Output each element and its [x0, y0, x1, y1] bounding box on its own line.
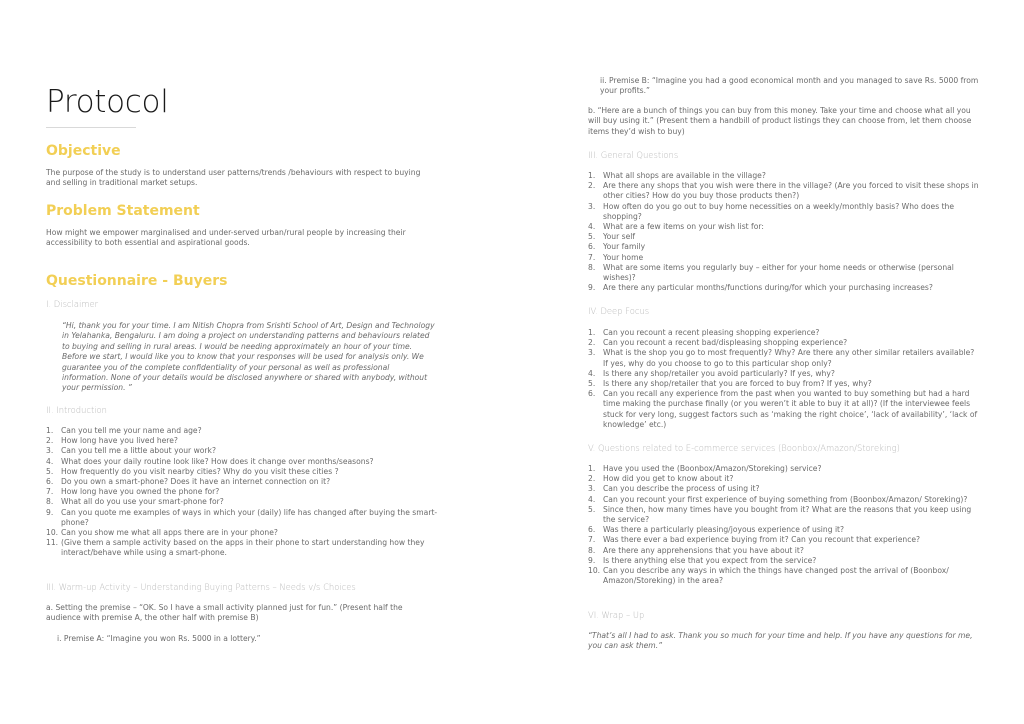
warmup-setting-premise: a. Setting the premise – “OK. So I have a small activity planned just for fun.” (Present half the audience with premise A, the other half with premise B): [46, 603, 403, 623]
introduction-list: [46, 426, 438, 559]
list-item-number: 8.: [46, 497, 54, 507]
list-item: [588, 379, 980, 389]
warmup-premise-a: i. Premise A: “Imagine you won Rs. 5000 in a lottery.”: [57, 634, 261, 643]
warmup-handbill: b. “Here are a bunch of things you can buy from this money. Take your time and choose what all you will buy using it.” (Present them a handbill of product listings they can choose from, let them choose items they’d wish to buy): [588, 106, 972, 136]
list-item: [46, 508, 438, 528]
list-item-text: Was there a particularly pleasing/joyous experience of using it?: [603, 525, 845, 535]
list-item-number: 9.: [46, 507, 54, 517]
list-item-text: Your family: [603, 242, 646, 252]
list-item: [46, 477, 438, 487]
list-item-text: Can you tell me your name and age?: [61, 426, 202, 435]
list-item-text: Can you recall any experience from the past when you wanted to buy something but had a hard time making the purchase finally (or you weren’t it able to buy it at all)? (If the interviewee feels stuck for very long, suggest factors such as ‘making the right choice’, ‘lack of availability’, ‘lack of knowledge’ etc.): [603, 389, 978, 429]
list-item: [588, 338, 980, 348]
list-item-text: How long have you lived here?: [61, 436, 178, 446]
list-item: [46, 528, 438, 538]
list-item-text: Was there ever a bad experience buying from it? Can you recount that experience?: [603, 535, 921, 545]
list-item-number: 4.: [46, 456, 54, 466]
list-item-text: Since then, how many times have you bought from it? What are the reasons that you keep using the service?: [603, 504, 972, 525]
list-item-text: Do you own a smart-phone? Does it have an internet connection on it?: [61, 477, 331, 487]
list-item-text: What are some items you regularly buy – either for your home needs or otherwise (personal wishes)?: [603, 262, 954, 283]
list-item: [588, 535, 980, 545]
list-item-number: 8.: [588, 545, 596, 555]
list-item-number: 3.: [588, 348, 596, 358]
list-item: [588, 566, 980, 586]
problem-heading: Problem Statement: [46, 203, 200, 219]
list-item-number: 2.: [588, 338, 596, 348]
warmup-heading: III. Warm-up Activity – Understanding Buying Patterns – Needs v/s Choices: [46, 582, 356, 592]
list-item-number: 2.: [588, 181, 596, 191]
list-item-text: Can you recount your first experience of buying something from (Boonbox/Amazon/ Storeking)?: [603, 494, 968, 504]
list-item-number: 7.: [46, 487, 54, 497]
list-item: [46, 457, 438, 467]
questionnaire-heading: Questionnaire - Buyers: [46, 273, 228, 289]
list-item-text: How often do you go out to buy home necessities on a weekly/monthly basis? Who does the shopping?: [603, 201, 955, 221]
list-item-text: Can you tell me a little about your work?: [61, 446, 216, 456]
list-item-number: 8.: [588, 262, 596, 272]
title-divider: [46, 127, 136, 128]
disclaimer-text: “Hi, thank you for your time. I am Nitish Chopra from Srishti School of Art, Design and Technology in Yelahanka, Bengaluru. I am doing a project on understanding patterns and behaviours related to buying and selling in rural areas. I would be needing approximately an hour of your time. Before we start, I would like you to know that your responses will be used for analysis only. We guarantee you of the complete confidentiality of your personal as well as professional information. None of your details would be disclosed anywhere or shared with anybody, without your permission. ”: [62, 321, 435, 393]
deep-heading: IV. Deep Focus: [588, 306, 650, 316]
list-item: [46, 497, 438, 507]
list-item-number: 6.: [588, 242, 596, 252]
list-item-number: 4.: [588, 222, 596, 232]
list-item-number: 5.: [588, 504, 596, 514]
list-item: [588, 202, 980, 222]
list-item: [588, 253, 980, 263]
deep-list: [588, 328, 980, 430]
list-item-text: What does your daily routine look like? How does it change over months/seasons?: [61, 456, 374, 466]
list-item-number: 6.: [46, 477, 54, 487]
list-item: [588, 546, 980, 556]
wrapup-heading: VI. Wrap – Up: [588, 610, 645, 620]
list-item-text: Can you recount a recent pleasing shopping experience?: [603, 328, 820, 337]
list-item: [46, 426, 438, 436]
list-item-number: 10.: [588, 566, 601, 576]
list-item-text: Can you show me what all apps there are in your phone?: [61, 528, 278, 538]
list-item: [588, 242, 980, 252]
list-item: [588, 474, 980, 484]
list-item-number: 1.: [588, 328, 596, 337]
list-item-number: 3.: [588, 484, 596, 494]
list-item-number: 1.: [588, 171, 596, 180]
list-item-text: Is there any shop/retailer you avoid particularly? If yes, why?: [603, 368, 835, 378]
disclaimer-heading: I. Disclaimer: [46, 299, 99, 309]
objective-heading: Objective: [46, 143, 121, 159]
list-item: [588, 232, 980, 242]
ecommerce-list: [588, 464, 980, 586]
list-item: [588, 464, 980, 474]
list-item: [46, 538, 438, 558]
list-item: [46, 436, 438, 446]
list-item-number: 5.: [46, 466, 54, 476]
list-item-number: 5.: [588, 232, 596, 242]
list-item-text: What are a few items on your wish list for:: [603, 222, 764, 232]
list-item-number: 2.: [588, 474, 596, 484]
list-item-number: 4.: [588, 368, 596, 378]
ecommerce-heading: V. Questions related to E-commerce services (Boonbox/Amazon/Storeking): [588, 443, 900, 453]
list-item-number: 4.: [588, 494, 596, 504]
warmup-premise-b: ii. Premise B: “Imagine you had a good economical month and you managed to save Rs. 5000 from your profits.”: [600, 76, 979, 96]
list-item-number: 9.: [588, 283, 596, 293]
list-item-text: Are there any shops that you wish were there in the village? (Are you forced to visit these shops in other cities? How do you buy those products then?): [603, 181, 979, 201]
list-item: [588, 263, 980, 283]
list-item-text: Can you describe the process of using it?: [603, 484, 760, 494]
list-item-text: Is there any shop/retailer that you are forced to buy from? If yes, why?: [603, 379, 872, 389]
list-item: [588, 556, 980, 566]
list-item-text: Is there anything else that you expect from the service?: [603, 555, 817, 565]
list-item: [588, 328, 980, 338]
list-item-number: 6.: [588, 389, 596, 399]
list-item-number: 1.: [588, 464, 596, 473]
page-title: Protocol: [46, 84, 169, 120]
list-item-text: Are there any apprehensions that you have about it?: [603, 545, 804, 555]
list-item-text: Are there any particular months/functions during/for which your purchasing increases?: [603, 283, 933, 293]
introduction-heading: II. Introduction: [46, 405, 107, 415]
list-item: [588, 283, 980, 293]
list-item-text: How frequently do you visit nearby cities? Why do you visit these cities ?: [61, 466, 339, 476]
wrapup-text: “That’s all I had to ask. Thank you so much for your time and help. If you have any questions for me, you can ask them.”: [588, 631, 973, 651]
list-item: [588, 181, 980, 201]
list-item: [46, 467, 438, 477]
list-item-number: 3.: [46, 446, 54, 456]
list-item: [588, 171, 980, 181]
list-item-text: How did you get to know about it?: [603, 474, 734, 484]
list-item-text: Your home: [603, 252, 644, 262]
list-item-number: 9.: [588, 555, 596, 565]
list-item-text: What all shops are available in the village?: [603, 171, 766, 180]
general-list: [588, 171, 980, 293]
list-item: [588, 525, 980, 535]
list-item-text: How long have you owned the phone for?: [61, 487, 220, 497]
list-item-text: Can you describe any ways in which the things have changed post the arrival of (Boonbox/ Amazon/Storeking) in the area?: [603, 566, 949, 586]
list-item: [588, 389, 980, 430]
list-item-number: 7.: [588, 535, 596, 545]
list-item-text: Your self: [603, 232, 636, 242]
list-item: [588, 348, 980, 368]
list-item: [46, 446, 438, 456]
list-item: [588, 222, 980, 232]
list-item-number: 1.: [46, 426, 54, 435]
problem-text: How might we empower marginalised and under-served urban/rural people by increasing their accessibility to both essential and aspirational goods.: [46, 228, 406, 248]
list-item: [588, 369, 980, 379]
list-item: [46, 487, 438, 497]
general-heading: III. General Questions: [588, 150, 679, 160]
list-item-text: Can you quote me examples of ways in which your (daily) life has changed after buying the smart-phone?: [61, 507, 438, 527]
objective-text: The purpose of the study is to understand user patterns/trends /behaviours with respect to buying and selling in traditional market setups.: [46, 168, 421, 188]
list-item-number: 7.: [588, 252, 596, 262]
list-item: [588, 505, 980, 525]
list-item-text: What all do you use your smart-phone for?: [61, 497, 224, 507]
list-item-text: What is the shop you go to most frequently? Why? Are there any other similar retailers available? If yes, why do you choose to go to this particular shop only?: [603, 348, 975, 368]
list-item: [588, 495, 980, 505]
list-item-text: (Give them a sample activity based on the apps in their phone to start understanding how they interact/behave while using a smart-phone.: [61, 538, 425, 558]
list-item-number: 2.: [46, 436, 54, 446]
list-item-number: 10.: [46, 528, 59, 538]
list-item-text: Can you recount a recent bad/displeasing shopping experience?: [603, 338, 848, 348]
list-item-number: 5.: [588, 379, 596, 389]
list-item-number: 3.: [588, 201, 596, 211]
list-item-number: 11.: [46, 538, 59, 548]
list-item: [588, 484, 980, 494]
list-item-text: Have you used the (Boonbox/Amazon/Storeking) service?: [603, 464, 822, 473]
list-item-number: 6.: [588, 525, 596, 535]
